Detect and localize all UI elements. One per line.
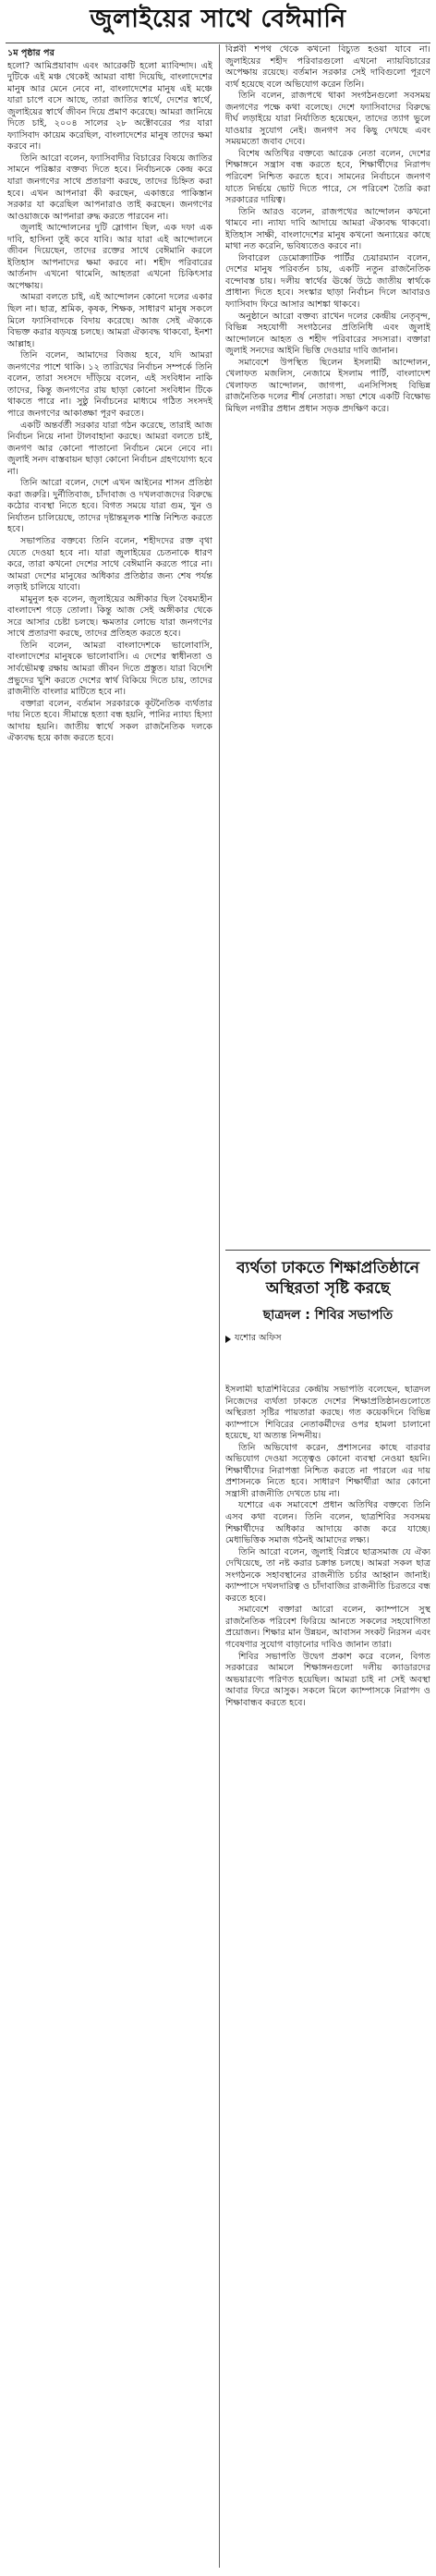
continuation-label: ১ম পৃষ্ঠার পর xyxy=(7,48,54,58)
sub-article-title: ব্যর্থতা ঢাকতে শিক্ষাপ্রতিষ্ঠানে অস্থিরতা সৃষ্টি করছে xyxy=(236,1259,419,1298)
triangle-bullet-icon xyxy=(225,1336,231,1343)
left-column xyxy=(7,48,212,2570)
paragraph: তিনি বলেন, আমরা বাংলাদেশকে ভালোবাসি, বাংলাদেশের মানুষকে ভালোবাসি। এ দেশের স্বাধীনতা ও সার্বভৌমত্ব রক্ষায় আমরা জীবন দিতে প্রস্তুত। যারা বিদেশি প্রভুদের খুশি করতে দেশের স্বার্থ বিকিয়ে দিতে চায়, তাদের রাজনীতি বাংলার মাটিতে হবে না। xyxy=(7,640,212,698)
paragraph: তিনি বলেন, আমাদের বিজয় হবে, যদি আমরা জনগণের পাশে থাকি। ১২ তারিখের নির্বাচন সম্পর্কে তিনি বলেন, তারা সংসদে দাঁড়িয়ে বলেন, এই সংবিধান নাকি তাদের, কিন্তু জনগণের রায় ছাড়া কোনো সংবিধান টিকে থাকতে পারে না। সুষ্ঠু নির্বাচনের মাধ্যমে গঠিত সংসদই পারে জনগণের আকাঙ্ক্ষা পূরণ করতে। xyxy=(7,350,212,419)
sub-article-header xyxy=(225,1250,430,1380)
paragraph: শিবির সভাপতি উদ্বেগ প্রকাশ করে বলেন, বিগত সরকারের আমলে শিক্ষাঙ্গনগুলো দলীয় ক্যাডারদের অভয়ারণ্যে পরিণত হয়েছিল। আমরা চাই না সেই অবস্থা আবার ফিরে আসুক। সকলে মিলে ক্যাম্পাসকে নিরাপদ ও শিক্ষাবান্ধব করতে হবে। xyxy=(225,1651,430,1708)
paragraph: হলো? আমিপ্রয়াবাদ এবং আরেকটি হলো ম্যাবিন্দাদ। এই দুটিকে এই মঞ্চ থেকেই আমরা বাধা দিয়েছি, বাংলাদেশের মানুষ আর মেনে নেবে না, বাংলাদেশের মানুষ এই মঞ্চে যারা চাপে বসে আছে, তারা জাতির স্বার্থে, দেশের স্বার্থে, জুলাইয়ের স্বার্থে জীবন দিয়ে প্রমাণ করেছে। আমরা জানিয়ে দিতে চাই, ২০০৪ সালের ২৮ অক্টোবরের পর যারা ফ্যাসিবাদ কায়েম করেছিল, বাংলাদেশের মানুষ তাদের ক্ষমা করবে না। xyxy=(7,60,212,153)
paragraph: সমাবেশে বক্তারা আরো বলেন, ক্যাম্পাসে সুস্থ রাজনৈতিক পরিবেশ ফিরিয়ে আনতে সকলের সহযোগিতা প্রয়োজন। শিক্ষার মান উন্নয়ন, আবাসন সংকট নিরসন এবং গবেষণার সুযোগ বাড়ানোর দাবিও জানান তারা। xyxy=(225,1605,430,1651)
paragraph: ইসলামী ছাত্রশিবিরের কেন্দ্রীয় সভাপতি বলেছেন, ছাত্রদল নিজেদের ব্যর্থতা ঢাকতে দেশের শিক্ষাপ্রতিষ্ঠানগুলোতে অস্থিরতা সৃষ্টির পায়তারা করছে। গত কয়েকদিনে বিভিন্ন ক্যাম্পাসে শিবিরের নেতাকর্মীদের ওপর হামলা চালানো হয়েছে, যা অত্যন্ত নিন্দনীয়। xyxy=(225,1385,430,1442)
sub-article-body xyxy=(225,1385,430,2570)
paragraph: জুলাই আন্দোলনের দুটি স্লোগান ছিল, এক দফা এক দাবি, হাসিনা তুই কবে যাবি। আর যারা এই আন্দোলনে জীবন দিয়েছেন, তাদের রক্তের সাথে বেঈমানি করলে ইতিহাস আপনাদের ক্ষমা করবে না। শহীদ পরিবারের আর্তনাদ এখনো থামেনি, আহতরা এখনো চিকিৎসার অপেক্ষায়। xyxy=(7,223,212,291)
paragraph: তিনি আরও বলেন, রাজপথের আন্দোলন কখনো থামবে না। ন্যায্য দাবি আদায়ে আমরা ঐক্যবদ্ধ থাকবো। ইতিহাস সাক্ষী, বাংলাদেশের মানুষ কখনো অন্যায়ের কাছে মাথা নত করেনি, ভবিষ্যতেও করবে না। xyxy=(225,206,430,252)
paragraph: তিনি অভিযোগ করেন, প্রশাসনের কাছে বারবার অভিযোগ দেওয়া সত্ত্বেও কোনো ব্যবস্থা নেওয়া হয়নি। শিক্ষার্থীদের নিরাপত্তা নিশ্চিত করতে না পারলে এর দায় প্রশাসনকে নিতে হবে। সাধারণ শিক্ষার্থীরা আর কোনো সন্ত্রাসী রাজনীতি দেখতে চায় না। xyxy=(225,1442,430,1499)
paragraph: লিবারেল ডেমোক্র্যাটিক পার্টির চেয়ারম্যান বলেন, দেশের মানুষ পরিবর্তন চায়, একটি নতুন রাজনৈতিক বন্দোবস্ত চায়। দলীয় স্বার্থের ঊর্ধ্বে উঠে জাতীয় স্বার্থকে প্রাধান্য দিতে হবে। সংস্কার ছাড়া নির্বাচন দিলে আবারও ফ্যাসিবাদ ফিরে আসার আশঙ্কা থাকবে। xyxy=(225,252,430,311)
headline: জুলাইয়ের সাথে বেঈমানি xyxy=(90,4,346,33)
right-column-top xyxy=(225,44,430,1241)
paragraph: একটি অন্তর্বর্তী সরকার যারা গঠন করেছে, তারাই আজ নির্বাচন নিয়ে নানা টালবাহানা করছে। আমরা বলতে চাই, জনগণ আর কোনো পাতানো নির্বাচন মেনে নেবে না। জুলাই সনদ বাস্তবায়ন ছাড়া কোনো নির্বাচন গ্রহণযোগ্য হবে না। xyxy=(7,420,212,477)
paragraph: তিনি আরো বলেন, দেশে এখন আইনের শাসন প্রতিষ্ঠা করা জরুরি। দুর্নীতিবাজ, চাঁদাবাজ ও দখলবাজদের বিরুদ্ধে কঠোর ব্যবস্থা নিতে হবে। বিগত সময়ে যারা গুম, খুন ও নির্যাতন চালিয়েছে, তাদের দৃষ্টান্তমূলক শাস্তি নিশ্চিত করতে হবে। xyxy=(7,478,212,535)
paragraph: অনুষ্ঠানে আরো বক্তব্য রাখেন দলের কেন্দ্রীয় নেতৃবৃন্দ, বিভিন্ন সহযোগী সংগঠনের প্রতিনিধি এবং জুলাই আন্দোলনে আহত ও শহীদ পরিবারের সদস্যরা। বক্তারা জুলাই সনদের আইনি ভিত্তি দেওয়ার দাবি জানান। xyxy=(225,311,430,357)
paragraph: মামুনুল হক বলেন, জুলাইয়ের অঙ্গীকার ছিল বৈষম্যহীন বাংলাদেশ গড়ে তোলা। কিন্তু আজ সেই অঙ্গীকার থেকে সরে আসার চেষ্টা চলছে। ক্ষমতার লোভে যারা জনগণের সাথে প্রতারণা করছে, তাদের প্রতিহত করতে হবে। xyxy=(7,593,212,640)
paragraph: সমাবেশে উপস্থিত ছিলেন ইসলামী আন্দোলন, খেলাফত মজলিস, নেজামে ইসলাম পার্টি, বাংলাদেশ খেলাফত আন্দোলন, জাগপা, এনসিপিসহ বিভিন্ন রাজনৈতিক দলের শীর্ষ নেতারা। সভা শেষে একটি বিক্ষোভ মিছিল নগরীর প্রধান প্রধান সড়ক প্রদক্ষিণ করে। xyxy=(225,357,430,414)
byline-text: যশোর অফিস xyxy=(235,1333,282,1343)
paragraph: সভাপতির বক্তব্যে তিনি বলেন, শহীদদের রক্ত বৃথা যেতে দেওয়া হবে না। যারা জুলাইয়ের চেতনাকে ধারণ করে, তারা কখনো দেশের সাথে বেঈমানি করতে পারে না। আমরা দেশের মানুষের অধিকার প্রতিষ্ঠার জন্য শেষ পর্যন্ত লড়াই চালিয়ে যাবো। xyxy=(7,535,212,593)
paragraph: তিনি বলেন, রাজপথে থাকা সংগঠনগুলো সবসময় জনগণের পক্ষে কথা বলেছে। দেশে ফ্যাসিবাদের বিরুদ্ধে দীর্ঘ লড়াইয়ে যারা নির্যাতিত হয়েছেন, তাদের ত্যাগ ভুলে যাওয়ার সুযোগ নেই। জনগণ সব কিছু দেখছে এবং সময়মতো জবাব দেবে। xyxy=(225,91,430,148)
sub-article-kicker: ছাত্রদল : শিবির সভাপতি xyxy=(262,1308,394,1323)
paragraph: তিনি আরো বলেন, ফ্যাসিবাদীর বিচারের বিষয়ে জাতির সামনে পরিষ্কার বক্তব্য দিতে হবে। নির্বাচনকে কেন্দ্র করে যারা জনগণের সাথে প্রতারণা করছে, তাদের চিহ্নিত করা হবে। এখন আপনারা কী করছেন, একাত্তরে পাকিস্তান সরকার যা করেছিল আপনারাও তাই করছেন। জনগণের আওয়াজকে আপনারা রুদ্ধ করতে পারবেন না। xyxy=(7,153,212,222)
paragraph: আমরা বলতে চাই, এই আন্দোলন কোনো দলের একার ছিল না। ছাত্র, শ্রমিক, কৃষক, শিক্ষক, সাধারণ মানুষ সকলে মিলে ফ্যাসিবাদকে বিদায় করেছে। আজ সেই ঐক্যকে বিভক্ত করার ষড়যন্ত্র চলছে। আমরা ঐক্যবদ্ধ থাকবো, ইনশা আল্লাহ। xyxy=(7,292,212,349)
column-divider xyxy=(219,44,220,2568)
paragraph: তিনি আরো বলেন, জুলাই বিপ্লবে ছাত্রসমাজ যে ঐক্য দেখিয়েছে, তা নষ্ট করার চক্রান্ত চলছে। আমরা সকল ছাত্র সংগঠনকে সহাবস্থানের রাজনীতি চর্চার আহ্বান জানাই। ক্যাম্পাসে দখলদারিত্ব ও চাঁদাবাজির রাজনীতি চিরতরে বন্ধ করতে হবে। xyxy=(225,1546,430,1604)
paragraph: যশোরে এক সমাবেশে প্রধান অতিথির বক্তব্যে তিনি এসব কথা বলেন। তিনি বলেন, ছাত্রশিবির সবসময় শিক্ষার্থীদের অধিকার আদায়ে কাজ করে যাচ্ছে। মেধাভিত্তিক সমাজ গঠনই আমাদের লক্ষ্য। xyxy=(225,1500,430,1546)
byline xyxy=(225,1332,430,1346)
paragraph: বিপ্লবী শপথ থেকে কখনো বিচ্যুত হওয়া যাবে না। জুলাইয়ের শহীদ পরিবারগুলো এখনো ন্যায়বিচারের অপেক্ষায় রয়েছে। বর্তমান সরকার সেই দাবিগুলো পূরণে ব্যর্থ হয়েছে বলে অভিযোগ করেন তিনি। xyxy=(225,44,430,90)
paragraph: বক্তারা বলেন, বর্তমান সরকারকে কূটনৈতিক ব্যর্থতার দায় নিতে হবে। সীমান্তে হত্যা বন্ধ হয়নি, পানির ন্যায্য হিস্যা আদায় হয়নি। জাতীয় স্বার্থে সকল রাজনৈতিক দলকে ঐক্যবদ্ধ হয়ে কাজ করতে হবে। xyxy=(7,698,212,744)
paragraph: বিশেষ অতিথির বক্তব্যে আরেক নেতা বলেন, দেশের শিক্ষাঙ্গনে সন্ত্রাস বন্ধ করতে হবে, শিক্ষার্থীদের নিরাপদ পরিবেশ নিশ্চিত করতে হবে। সামনের নির্বাচনে জনগণ যাতে নির্ভয়ে ভোট দিতে পারে, সে পরিবেশ তৈরি করা সরকারের দায়িত্ব। xyxy=(225,148,430,206)
